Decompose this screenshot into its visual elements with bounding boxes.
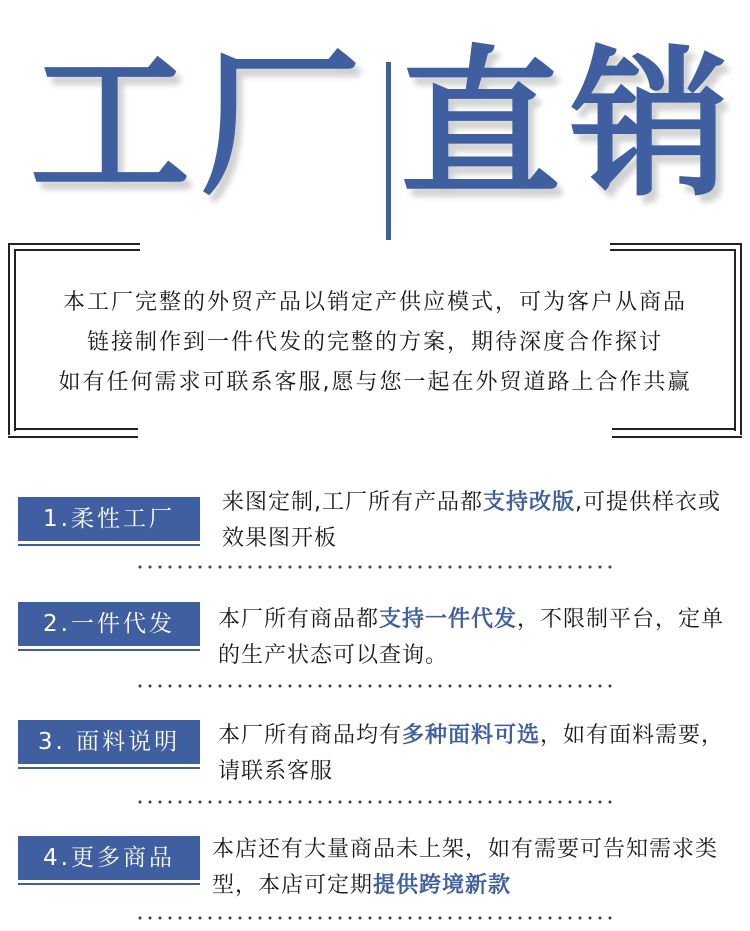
desc-highlight: 支持一件代发: [379, 607, 518, 632]
intro-text: [8, 283, 742, 403]
title-right: 直销: [400, 31, 741, 218]
desc-text: 本厂所有商品都: [218, 607, 380, 632]
desc-highlight: 支持改版: [483, 490, 576, 515]
intro-line: 链接制作到一件代发的完整的方案，期待深度合作探讨: [86, 330, 663, 355]
feature-badge: 3. 面料说明: [18, 720, 200, 764]
dotted-divider: [135, 916, 615, 920]
desc-text: 本店还有大量商品未上架，如有需要可告知需求类型，本店可定期: [212, 837, 719, 898]
frame-corner: [8, 432, 138, 438]
frame-corner: [612, 424, 736, 430]
dotted-divider: [135, 800, 615, 804]
desc-text: ,可提供样衣或效果图开板: [222, 490, 722, 551]
desc-highlight: 提供跨境新款: [373, 873, 512, 898]
feature-description: [212, 832, 742, 904]
feature-description: [222, 485, 742, 557]
page-title: [0, 30, 750, 220]
intro-frame: [8, 243, 742, 438]
desc-text: ，如有面料需要，请联系客服: [218, 723, 725, 784]
title-left: 工厂: [30, 31, 371, 218]
desc-text: 来图定制,工厂所有产品都: [222, 490, 483, 515]
desc-highlight: 多种面料可选: [402, 723, 541, 748]
feature-badge: 2.一件代发: [18, 602, 200, 646]
title-divider: [386, 62, 391, 240]
frame-corner: [612, 432, 742, 438]
frame-corner: [14, 424, 138, 430]
feature-badge: 4.更多商品: [18, 836, 200, 880]
intro-line: 如有任何需求可联系客服,愿与您一起在外贸道路上合作共赢: [58, 370, 692, 395]
dotted-divider: [135, 565, 615, 569]
dotted-divider: [135, 684, 615, 688]
feature-description: [218, 718, 738, 790]
feature-badge: 1.柔性工厂: [18, 497, 200, 541]
desc-text: 本厂所有商品均有: [218, 723, 403, 748]
intro-line: 本工厂完整的外贸产品以销定产供应模式，可为客户从商品: [62, 290, 687, 315]
desc-text: ，不限制平台，定单的生产状态可以查询。: [218, 607, 725, 668]
feature-description: [218, 602, 738, 674]
